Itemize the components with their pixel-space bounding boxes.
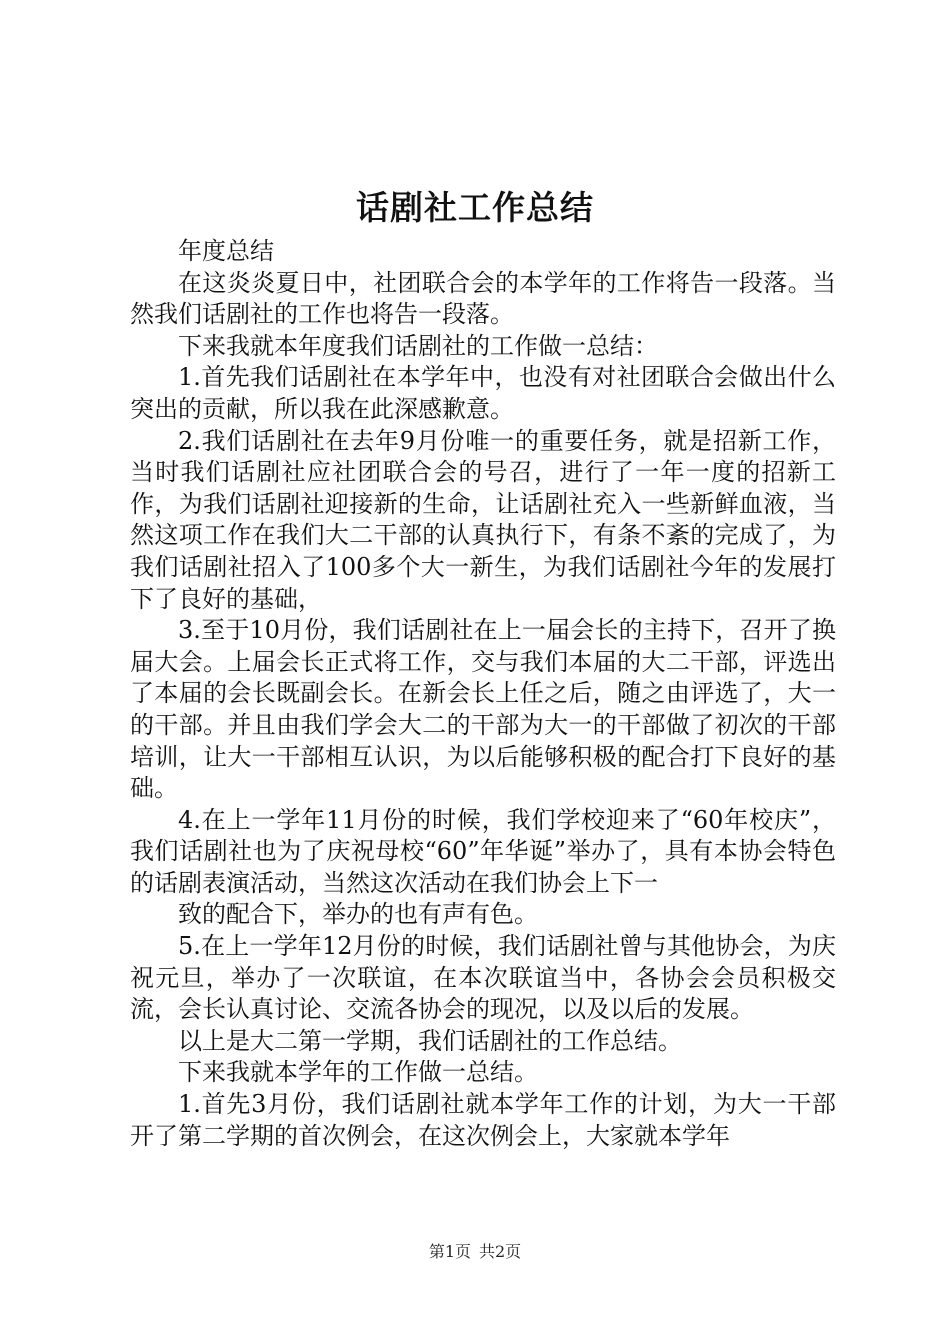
document-body xyxy=(130,236,836,1152)
paragraph-second-term-item-1: 1.首先3月份，我们话剧社就本学年工作的计划，为大一干部开了第二学期的首次例会，在这次例会上，大家就本学年 xyxy=(130,1090,836,1150)
paragraph-item-2: 2.我们话剧社在去年9月份唯一的重要任务，就是招新工作，当时我们话剧社应社团联合会的号召，进行了一年一度的招新工作，为我们话剧社迎接新的生命，让话剧社充入一些新鲜血液，当然这项工作在我们大二干部的认真执行下，有条不紊的完成了，为我们话剧社招入了100多个大一新生，为我们话剧社今年的发展打下了良好的基础， xyxy=(130,426,836,613)
paragraph-item-3: 3.至于10月份，我们话剧社在上一届会长的主持下，召开了换届大会。上届会长正式将工作，交与我们本届的大二干部，评选出了本届的会长既副会长。在新会长上任之后，随之由评选了，大一的干部。并且由我们学会大二的干部为大一的干部做了初次的干部培训，让大一干部相互认识，为以后能够积极的配合打下良好的基础。 xyxy=(130,616,836,803)
page-count: 共2页 xyxy=(479,1242,522,1261)
paragraph-item-4: 4.在上一学年11月份的时候，我们学校迎来了“60年校庆”，我们话剧社也为了庆祝母校“60”年华诞”举办了，具有本协会特色的话剧表演活动，当然这次活动在我们协会上下一 xyxy=(130,805,836,897)
paragraph-intro: 在这炎炎夏日中，社团联合会的本学年的工作将告一段落。当然我们话剧社的工作也将告一段落。 xyxy=(130,268,836,329)
paragraph-item-4-continued: 致的配合下，举办的也有声有色。 xyxy=(178,900,538,929)
page-number: 第1页 xyxy=(428,1242,471,1261)
paragraph-summary-lead: 下来我就本年度我们话剧社的工作做一总结： xyxy=(178,331,658,360)
page-footer xyxy=(0,1242,950,1262)
paragraph-item-5: 5.在上一学年12月份的时候，我们话剧社曾与其他协会，为庆祝元旦，举办了一次联谊，在本次联谊当中，各协会会员积极交流，会长认真讨论、交流各协会的现况，以及以后的发展。 xyxy=(130,932,836,1024)
paragraph-second-term-lead: 下来我就本学年的工作做一总结。 xyxy=(178,1058,538,1087)
paragraph-item-1: 1.首先我们话剧社在本学年中，也没有对社团联合会做出什么突出的贡献，所以我在此深感歉意。 xyxy=(130,363,836,423)
paragraph-first-term-conclusion: 以上是大二第一学期，我们话剧社的工作总结。 xyxy=(178,1026,682,1055)
document-title: 话剧社工作总结 xyxy=(356,188,594,227)
paragraph-section-heading: 年度总结 xyxy=(178,237,274,265)
